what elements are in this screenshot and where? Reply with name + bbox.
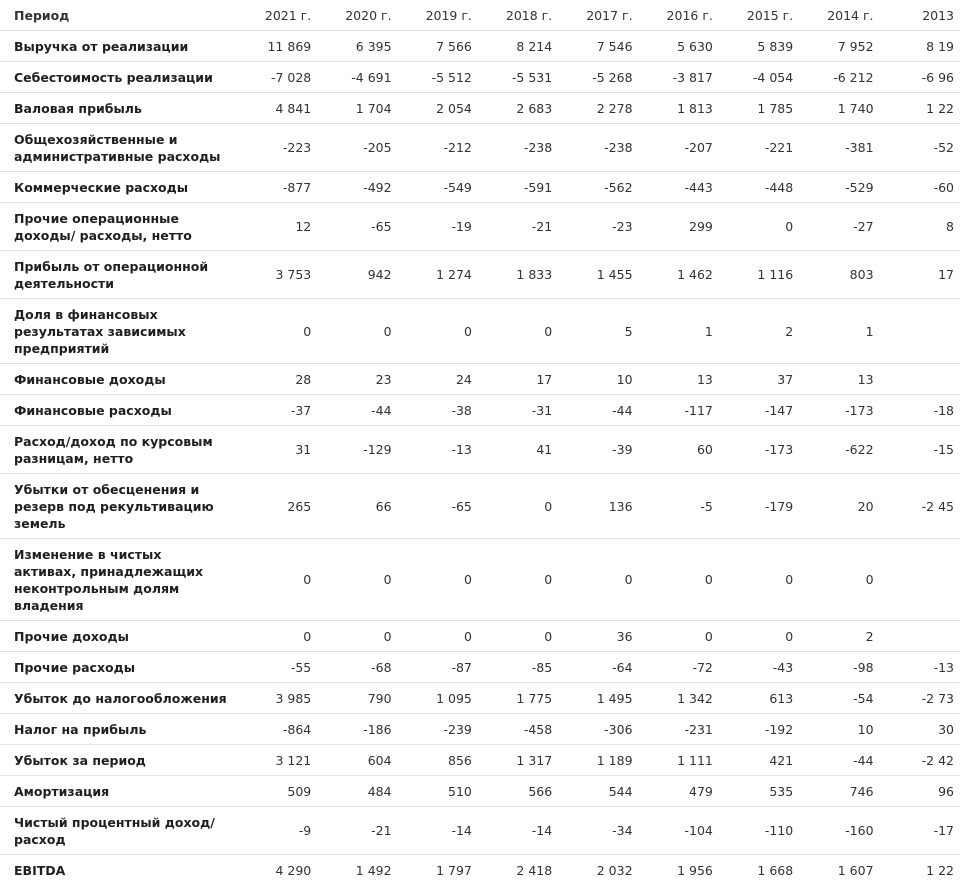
value-cell: -60 bbox=[880, 172, 960, 203]
value-cell: -54 bbox=[799, 683, 879, 714]
value-cell: 1 22 bbox=[880, 93, 960, 124]
value-cell: 1 22 bbox=[880, 855, 960, 885]
value-cell: -529 bbox=[799, 172, 879, 203]
value-cell: -458 bbox=[478, 714, 558, 745]
value-cell: 0 bbox=[719, 539, 799, 621]
year-header: 2013 bbox=[880, 0, 960, 31]
table-row bbox=[0, 652, 960, 683]
value-cell: -23 bbox=[558, 203, 638, 251]
value-cell: -2 73 bbox=[880, 683, 960, 714]
value-cell: 544 bbox=[558, 776, 638, 807]
value-cell: -147 bbox=[719, 395, 799, 426]
table-row bbox=[0, 714, 960, 745]
value-cell: 0 bbox=[398, 539, 478, 621]
value-cell: 2 278 bbox=[558, 93, 638, 124]
value-cell: -37 bbox=[237, 395, 317, 426]
value-cell: -65 bbox=[317, 203, 397, 251]
row-label: Изменение в чистых активах, принадлежащих неконтрольным долям владения bbox=[0, 539, 237, 621]
value-cell: -492 bbox=[317, 172, 397, 203]
value-cell: 4 841 bbox=[237, 93, 317, 124]
value-cell: 1 813 bbox=[639, 93, 719, 124]
value-cell: -14 bbox=[398, 807, 478, 855]
value-cell: 803 bbox=[799, 251, 879, 299]
value-cell: -38 bbox=[398, 395, 478, 426]
value-cell: -87 bbox=[398, 652, 478, 683]
value-cell: 1 095 bbox=[398, 683, 478, 714]
value-cell: 479 bbox=[639, 776, 719, 807]
value-cell bbox=[880, 364, 960, 395]
value-cell: -98 bbox=[799, 652, 879, 683]
table-row bbox=[0, 807, 960, 855]
row-label: Налог на прибыль bbox=[0, 714, 237, 745]
table-row bbox=[0, 31, 960, 62]
value-cell: 3 121 bbox=[237, 745, 317, 776]
table-row bbox=[0, 745, 960, 776]
value-cell: 17 bbox=[478, 364, 558, 395]
value-cell: -15 bbox=[880, 426, 960, 474]
row-label: Выручка от реализации bbox=[0, 31, 237, 62]
value-cell: 5 839 bbox=[719, 31, 799, 62]
row-label: Убыток за период bbox=[0, 745, 237, 776]
row-label: Финансовые доходы bbox=[0, 364, 237, 395]
value-cell: -212 bbox=[398, 124, 478, 172]
value-cell: -14 bbox=[478, 807, 558, 855]
row-label: Доля в финансовых результатах зависимых предприятий bbox=[0, 299, 237, 364]
value-cell: -44 bbox=[558, 395, 638, 426]
value-cell: -173 bbox=[719, 426, 799, 474]
value-cell: -306 bbox=[558, 714, 638, 745]
value-cell: 17 bbox=[880, 251, 960, 299]
value-cell: 3 753 bbox=[237, 251, 317, 299]
value-cell: -4 054 bbox=[719, 62, 799, 93]
value-cell: 0 bbox=[237, 539, 317, 621]
value-cell: 265 bbox=[237, 474, 317, 539]
value-cell: 12 bbox=[237, 203, 317, 251]
value-cell: 0 bbox=[398, 299, 478, 364]
value-cell: -7 028 bbox=[237, 62, 317, 93]
year-header: 2018 г. bbox=[478, 0, 558, 31]
value-cell: 856 bbox=[398, 745, 478, 776]
row-label: Финансовые расходы bbox=[0, 395, 237, 426]
value-cell: -44 bbox=[799, 745, 879, 776]
value-cell: 1 492 bbox=[317, 855, 397, 885]
value-cell: -238 bbox=[478, 124, 558, 172]
row-label: Общехозяйственные и административные расходы bbox=[0, 124, 237, 172]
value-cell: -443 bbox=[639, 172, 719, 203]
table-row bbox=[0, 93, 960, 124]
value-cell: 24 bbox=[398, 364, 478, 395]
value-cell: 1 740 bbox=[799, 93, 879, 124]
value-cell: 1 455 bbox=[558, 251, 638, 299]
value-cell: 36 bbox=[558, 621, 638, 652]
value-cell: -5 531 bbox=[478, 62, 558, 93]
table-row bbox=[0, 395, 960, 426]
value-cell: -231 bbox=[639, 714, 719, 745]
value-cell: 7 952 bbox=[799, 31, 879, 62]
table-row bbox=[0, 426, 960, 474]
table-row bbox=[0, 364, 960, 395]
row-label: Расход/доход по курсовым разницам, нетто bbox=[0, 426, 237, 474]
value-cell: -160 bbox=[799, 807, 879, 855]
value-cell: -2 42 bbox=[880, 745, 960, 776]
value-cell: 1 bbox=[799, 299, 879, 364]
table-row bbox=[0, 683, 960, 714]
value-cell: 299 bbox=[639, 203, 719, 251]
value-cell: -179 bbox=[719, 474, 799, 539]
value-cell: 20 bbox=[799, 474, 879, 539]
value-cell: 1 833 bbox=[478, 251, 558, 299]
value-cell: 31 bbox=[237, 426, 317, 474]
value-cell: -117 bbox=[639, 395, 719, 426]
value-cell: -4 691 bbox=[317, 62, 397, 93]
header-row bbox=[0, 0, 960, 31]
value-cell: -27 bbox=[799, 203, 879, 251]
value-cell: 41 bbox=[478, 426, 558, 474]
value-cell: 0 bbox=[237, 299, 317, 364]
year-header: 2021 г. bbox=[237, 0, 317, 31]
value-cell: -877 bbox=[237, 172, 317, 203]
value-cell bbox=[880, 539, 960, 621]
row-label: Убыток до налогообложения bbox=[0, 683, 237, 714]
value-cell: 0 bbox=[719, 621, 799, 652]
value-cell: 535 bbox=[719, 776, 799, 807]
value-cell: -864 bbox=[237, 714, 317, 745]
table-row bbox=[0, 203, 960, 251]
value-cell: -238 bbox=[558, 124, 638, 172]
value-cell: 13 bbox=[639, 364, 719, 395]
value-cell: -549 bbox=[398, 172, 478, 203]
value-cell: -5 268 bbox=[558, 62, 638, 93]
value-cell: -239 bbox=[398, 714, 478, 745]
value-cell: 510 bbox=[398, 776, 478, 807]
row-label: Чистый процентный доход/ расход bbox=[0, 807, 237, 855]
value-cell: 0 bbox=[237, 621, 317, 652]
table-row bbox=[0, 62, 960, 93]
value-cell: 2 683 bbox=[478, 93, 558, 124]
value-cell: -34 bbox=[558, 807, 638, 855]
value-cell: -110 bbox=[719, 807, 799, 855]
value-cell: 0 bbox=[639, 621, 719, 652]
value-cell: 0 bbox=[317, 621, 397, 652]
value-cell: 30 bbox=[880, 714, 960, 745]
value-cell: -85 bbox=[478, 652, 558, 683]
value-cell: 1 956 bbox=[639, 855, 719, 885]
value-cell: 942 bbox=[317, 251, 397, 299]
value-cell: 0 bbox=[558, 539, 638, 621]
row-label: Прибыль от операционной деятельности bbox=[0, 251, 237, 299]
table-row bbox=[0, 776, 960, 807]
value-cell: 7 566 bbox=[398, 31, 478, 62]
value-cell: 1 668 bbox=[719, 855, 799, 885]
value-cell: -13 bbox=[398, 426, 478, 474]
row-label: Себестоимость реализации bbox=[0, 62, 237, 93]
value-cell: -223 bbox=[237, 124, 317, 172]
value-cell: 0 bbox=[478, 474, 558, 539]
year-header: 2020 г. bbox=[317, 0, 397, 31]
row-label: Прочие доходы bbox=[0, 621, 237, 652]
value-cell: 7 546 bbox=[558, 31, 638, 62]
value-cell: -21 bbox=[478, 203, 558, 251]
value-cell: 13 bbox=[799, 364, 879, 395]
value-cell: 5 bbox=[558, 299, 638, 364]
value-cell: 0 bbox=[639, 539, 719, 621]
value-cell: -3 817 bbox=[639, 62, 719, 93]
period-header: Период bbox=[0, 0, 237, 31]
value-cell: 1 704 bbox=[317, 93, 397, 124]
year-header: 2015 г. bbox=[719, 0, 799, 31]
table-row bbox=[0, 855, 960, 885]
value-cell: 8 bbox=[880, 203, 960, 251]
value-cell: 0 bbox=[478, 299, 558, 364]
value-cell: -207 bbox=[639, 124, 719, 172]
table-row bbox=[0, 474, 960, 539]
value-cell: -622 bbox=[799, 426, 879, 474]
value-cell: 8 19 bbox=[880, 31, 960, 62]
value-cell: 6 395 bbox=[317, 31, 397, 62]
value-cell: 2 032 bbox=[558, 855, 638, 885]
value-cell: -31 bbox=[478, 395, 558, 426]
row-label: Убытки от обесценения и резерв под рекультивацию земель bbox=[0, 474, 237, 539]
value-cell: 1 775 bbox=[478, 683, 558, 714]
value-cell: 60 bbox=[639, 426, 719, 474]
table-row bbox=[0, 621, 960, 652]
table-body bbox=[0, 31, 960, 885]
value-cell: -21 bbox=[317, 807, 397, 855]
value-cell: 0 bbox=[317, 539, 397, 621]
table-row bbox=[0, 299, 960, 364]
value-cell: 0 bbox=[317, 299, 397, 364]
value-cell: -205 bbox=[317, 124, 397, 172]
value-cell: -591 bbox=[478, 172, 558, 203]
value-cell: 2 bbox=[719, 299, 799, 364]
row-label: EBITDA bbox=[0, 855, 237, 885]
value-cell: 1 189 bbox=[558, 745, 638, 776]
value-cell bbox=[880, 299, 960, 364]
table-row bbox=[0, 539, 960, 621]
value-cell: 4 290 bbox=[237, 855, 317, 885]
value-cell: -13 bbox=[880, 652, 960, 683]
year-header: 2016 г. bbox=[639, 0, 719, 31]
row-label: Коммерческие расходы bbox=[0, 172, 237, 203]
value-cell: 8 214 bbox=[478, 31, 558, 62]
value-cell: -6 212 bbox=[799, 62, 879, 93]
table-row bbox=[0, 172, 960, 203]
row-label: Прочие расходы bbox=[0, 652, 237, 683]
value-cell: 509 bbox=[237, 776, 317, 807]
value-cell: -65 bbox=[398, 474, 478, 539]
value-cell: -52 bbox=[880, 124, 960, 172]
value-cell: 5 630 bbox=[639, 31, 719, 62]
value-cell: 1 274 bbox=[398, 251, 478, 299]
value-cell: -64 bbox=[558, 652, 638, 683]
year-header: 2014 г. bbox=[799, 0, 879, 31]
value-cell: -5 bbox=[639, 474, 719, 539]
value-cell: 746 bbox=[799, 776, 879, 807]
value-cell: 0 bbox=[719, 203, 799, 251]
table-header bbox=[0, 0, 960, 31]
value-cell: -129 bbox=[317, 426, 397, 474]
value-cell: 1 797 bbox=[398, 855, 478, 885]
value-cell: 1 bbox=[639, 299, 719, 364]
value-cell: 1 342 bbox=[639, 683, 719, 714]
value-cell: 23 bbox=[317, 364, 397, 395]
value-cell: 10 bbox=[558, 364, 638, 395]
value-cell: 421 bbox=[719, 745, 799, 776]
value-cell: -44 bbox=[317, 395, 397, 426]
value-cell: -186 bbox=[317, 714, 397, 745]
value-cell: -221 bbox=[719, 124, 799, 172]
value-cell: 1 462 bbox=[639, 251, 719, 299]
value-cell: 566 bbox=[478, 776, 558, 807]
value-cell: 10 bbox=[799, 714, 879, 745]
year-header: 2019 г. bbox=[398, 0, 478, 31]
row-label: Прочие операционные доходы/ расходы, нетто bbox=[0, 203, 237, 251]
value-cell: 604 bbox=[317, 745, 397, 776]
value-cell: -5 512 bbox=[398, 62, 478, 93]
value-cell: -68 bbox=[317, 652, 397, 683]
value-cell: 37 bbox=[719, 364, 799, 395]
value-cell: 1 317 bbox=[478, 745, 558, 776]
value-cell: -173 bbox=[799, 395, 879, 426]
value-cell: 11 869 bbox=[237, 31, 317, 62]
value-cell: -104 bbox=[639, 807, 719, 855]
value-cell: 484 bbox=[317, 776, 397, 807]
table-row bbox=[0, 251, 960, 299]
value-cell: 2 bbox=[799, 621, 879, 652]
value-cell: -6 96 bbox=[880, 62, 960, 93]
value-cell: 1 785 bbox=[719, 93, 799, 124]
value-cell: -9 bbox=[237, 807, 317, 855]
value-cell: 1 495 bbox=[558, 683, 638, 714]
value-cell: 613 bbox=[719, 683, 799, 714]
value-cell: 2 418 bbox=[478, 855, 558, 885]
value-cell: -39 bbox=[558, 426, 638, 474]
value-cell: 0 bbox=[478, 539, 558, 621]
value-cell: 0 bbox=[799, 539, 879, 621]
value-cell: -192 bbox=[719, 714, 799, 745]
value-cell: 96 bbox=[880, 776, 960, 807]
value-cell: 1 607 bbox=[799, 855, 879, 885]
value-cell: 0 bbox=[478, 621, 558, 652]
value-cell: -55 bbox=[237, 652, 317, 683]
row-label: Валовая прибыль bbox=[0, 93, 237, 124]
value-cell: -381 bbox=[799, 124, 879, 172]
value-cell: -18 bbox=[880, 395, 960, 426]
value-cell: -72 bbox=[639, 652, 719, 683]
value-cell: 3 985 bbox=[237, 683, 317, 714]
value-cell: 66 bbox=[317, 474, 397, 539]
value-cell bbox=[880, 621, 960, 652]
value-cell: 1 116 bbox=[719, 251, 799, 299]
table-row bbox=[0, 124, 960, 172]
year-header: 2017 г. bbox=[558, 0, 638, 31]
value-cell: -562 bbox=[558, 172, 638, 203]
row-label: Амортизация bbox=[0, 776, 237, 807]
value-cell: -17 bbox=[880, 807, 960, 855]
value-cell: 136 bbox=[558, 474, 638, 539]
value-cell: -43 bbox=[719, 652, 799, 683]
value-cell: -2 45 bbox=[880, 474, 960, 539]
value-cell: 28 bbox=[237, 364, 317, 395]
value-cell: 1 111 bbox=[639, 745, 719, 776]
value-cell: 790 bbox=[317, 683, 397, 714]
value-cell: 2 054 bbox=[398, 93, 478, 124]
value-cell: -19 bbox=[398, 203, 478, 251]
value-cell: -448 bbox=[719, 172, 799, 203]
value-cell: 0 bbox=[398, 621, 478, 652]
